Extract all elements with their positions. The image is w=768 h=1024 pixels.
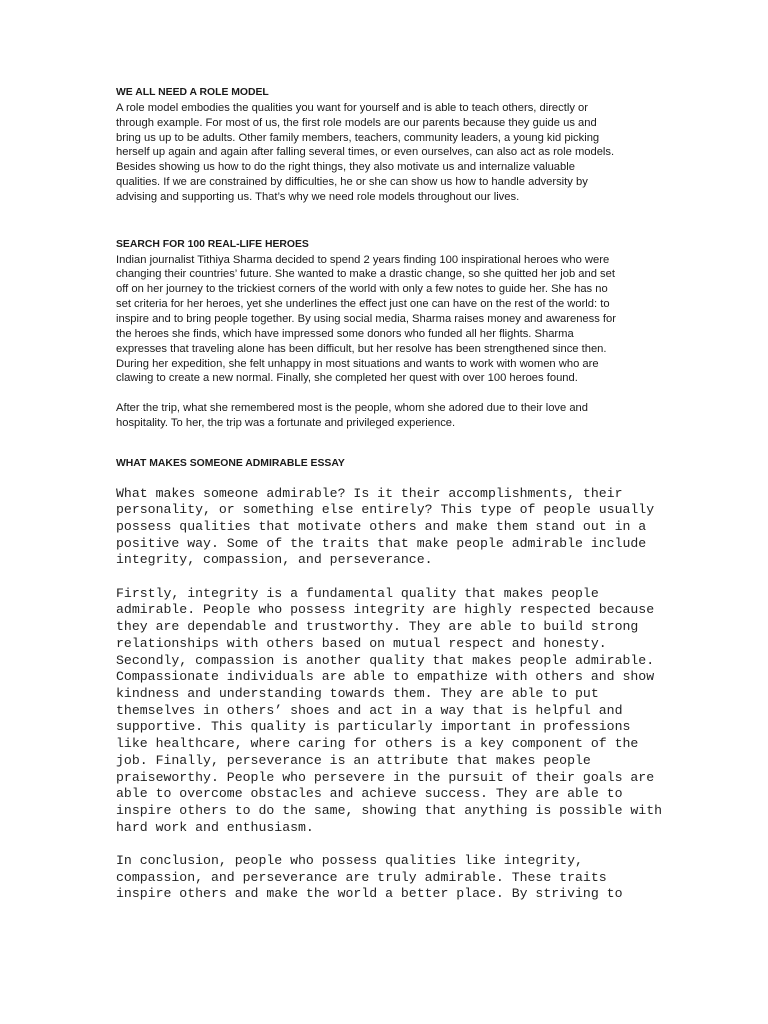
- essay-paragraph: [116, 486, 656, 570]
- text-line: After the trip, what she remembered most is the people, whom she adored due to their love and: [116, 402, 588, 415]
- text-line: relationships with others based on mutual respect and honesty.: [116, 635, 607, 651]
- section-role-model: [116, 86, 656, 205]
- text-line: positive way. Some of the traits that make people admirable include: [116, 535, 647, 551]
- text-line: the heroes she finds, which have impressed some donors who funded all her flights. Sharma: [116, 327, 574, 340]
- text-line: integrity, compassion, and perseverance.: [116, 552, 433, 568]
- section-heroes: [116, 238, 656, 431]
- text-line: set criteria for her heroes, yet she underlines the effect just one can have on the rest of the world: to: [116, 298, 610, 311]
- section-heading: WHAT MAKES SOMEONE ADMIRABLE ESSAY: [116, 457, 345, 469]
- text-line: inspire others and make the world a better place. By striving to: [116, 886, 623, 902]
- essay-paragraph: [116, 585, 663, 837]
- text-line: they are dependable and trustworthy. They are able to build strong: [116, 619, 639, 635]
- text-line: off on her journey to the trickiest corners of the world with only a few notes to guide her. She has no: [116, 283, 608, 296]
- text-line: clawing to create a new normal. Finally, she completed her quest with over 100 heroes found.: [116, 372, 578, 385]
- text-line: bring us up to be adults. Other family members, teachers, community leaders, a young kid picking: [116, 131, 600, 144]
- essay-body: [116, 485, 663, 904]
- text-line: advising and supporting us. That’s why we need role models throughout our lives.: [116, 190, 520, 203]
- text-line: qualities. If we are constrained by difficulties, he or she can show us how to handle adversity by: [116, 176, 588, 189]
- text-line: through example. For most of us, the first role models are our parents because they guide us and: [116, 116, 597, 129]
- text-line: inspire and to bring people together. By using social media, Sharma raises money and awareness for: [116, 312, 616, 325]
- text-line: Firstly, integrity is a fundamental quality that makes people: [116, 585, 599, 601]
- text-line: expresses that traveling alone has been difficult, but her resolve has been strengthened since then.: [116, 342, 607, 355]
- document-page: [116, 86, 663, 903]
- text-line: Besides showing us how to do the right things, they also motivate us and internalize valuable: [116, 161, 575, 174]
- text-line: themselves in others’ shoes and act in a way that is helpful and: [116, 702, 623, 718]
- text-line: compassion, and perseverance are truly admirable. These traits: [116, 869, 607, 885]
- text-line: possess qualities that motivate others and make them stand out in a: [116, 518, 647, 534]
- paragraph: [116, 101, 656, 205]
- paragraph: [116, 401, 656, 431]
- text-line: personality, or something else entirely? This type of people usually: [116, 502, 655, 518]
- text-line: hard work and enthusiasm.: [116, 819, 314, 835]
- text-line: Indian journalist Tithiya Sharma decided to spend 2 years finding 100 inspirational heroes who were: [116, 253, 610, 266]
- text-line: praiseworthy. People who persevere in the pursuit of their goals are: [116, 769, 655, 785]
- text-line: inspire others to do the same, showing that anything is possible with: [116, 802, 663, 818]
- text-line: Secondly, compassion is another quality that makes people admirable.: [116, 652, 655, 668]
- text-line: Compassionate individuals are able to empathize with others and show: [116, 669, 655, 685]
- text-line: In conclusion, people who possess qualities like integrity,: [116, 853, 583, 868]
- text-line: like healthcare, where caring for others is a key component of the: [116, 736, 639, 752]
- text-line: job. Finally, perseverance is an attribute that makes people: [116, 752, 591, 768]
- text-line: What makes someone admirable? Is it their accomplishments, their: [116, 485, 623, 501]
- section-heading: WE ALL NEED A ROLE MODEL: [116, 87, 269, 98]
- section-heading: SEARCH FOR 100 REAL-LIFE HEROES: [116, 238, 309, 250]
- text-line: able to overcome obstacles and achieve success. They are able to: [116, 786, 623, 802]
- text-line: supportive. This quality is particularly important in professions: [116, 719, 631, 735]
- text-line: herself up again and again after falling several times, or even ourselves, can also act as role models.: [116, 146, 615, 159]
- text-line: A role model embodies the qualities you want for yourself and is able to teach others, directly or: [116, 101, 588, 114]
- essay-paragraph: [116, 853, 656, 903]
- text-line: During her expedition, she felt unhappy in most situations and wants to work with women who are: [116, 357, 599, 370]
- text-line: admirable. People who possess integrity are highly respected because: [116, 602, 655, 618]
- text-line: kindness and understanding towards them. They are able to put: [116, 685, 599, 701]
- text-line: hospitality. To her, the trip was a fortunate and privileged experience.: [116, 416, 456, 429]
- text-line: changing their countries’ future. She wanted to make a drastic change, so she quitted her job and set: [116, 268, 615, 281]
- section-essay: [116, 457, 663, 903]
- paragraph: [116, 253, 656, 387]
